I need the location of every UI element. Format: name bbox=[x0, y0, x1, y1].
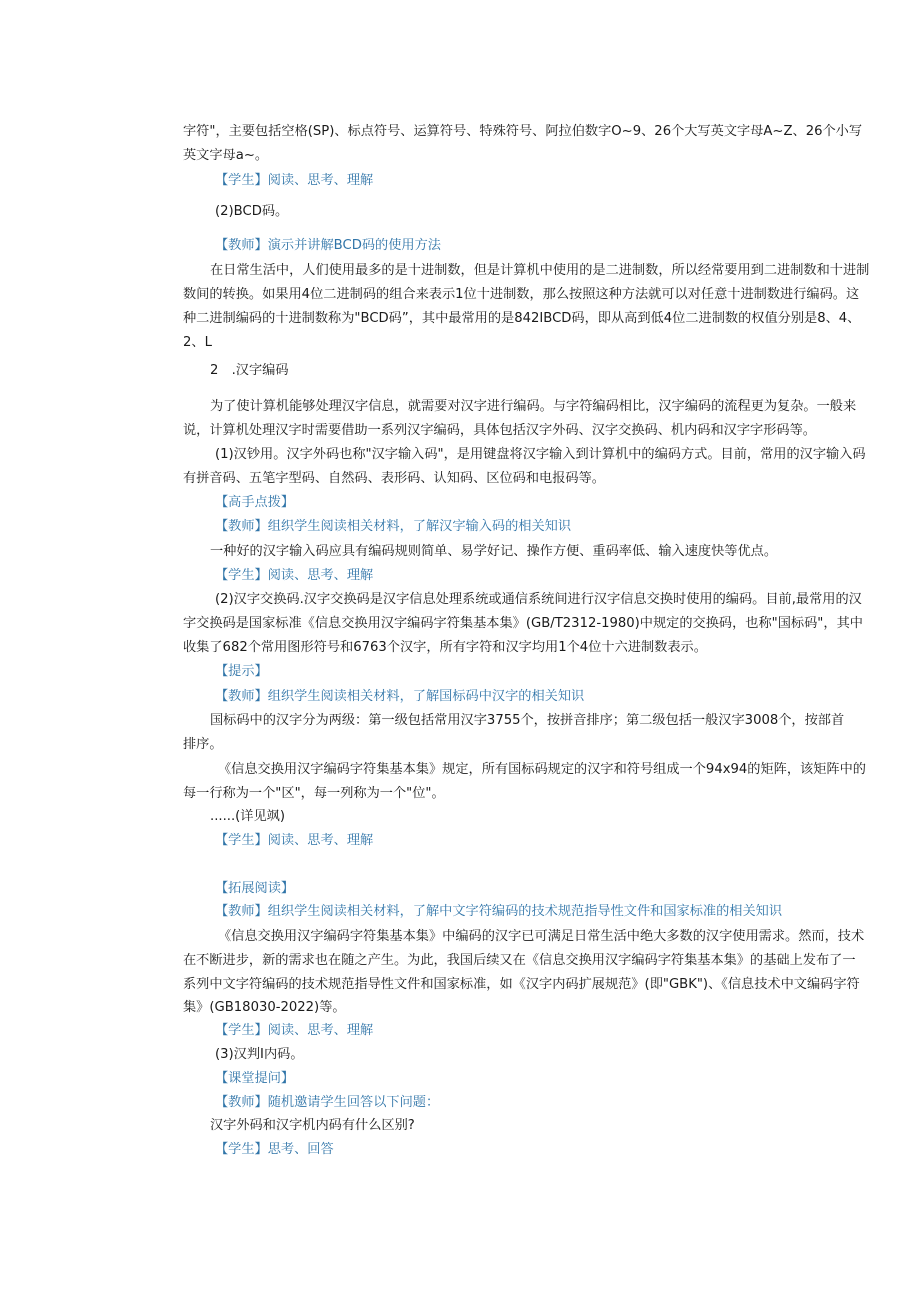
text-line: (2)汉字交换码.汉字交换码是汉字信息处理系统或通信系统间进行汉字信息交换时使用的编码。目前,最常用的汉 bbox=[215, 592, 862, 607]
text-line: (1)汉钞用。汉字外码也称"汉字输入码"，是用键盘将汉字输入到计算机中的编码方式。目前，常用的汉字输入码 bbox=[215, 447, 866, 462]
role-label-student: 【学生】阅读、思考、理解 bbox=[215, 173, 374, 188]
text-line: ......(详见飒) bbox=[210, 809, 286, 824]
text-line: 字符"，主要包括空格(SP)、标点符号、运算符号、特殊符号、阿拉伯数字O~9、26个大写英文字母A~Z、26个小写 bbox=[183, 124, 863, 139]
text-line: 在不断进步，新的需求也在随之产生。为此，我国后续又在《信息交换用汉字编码字符集基本集》的基础上发布了一 bbox=[183, 953, 856, 968]
question-text: 汉字外码和汉字机内码有什么区别? bbox=[210, 1118, 415, 1133]
role-label-teacher: 【教师】组织学生阅读相关材料，了解中文字符编码的技术规范指导性文件和国家标准的相关知识 bbox=[215, 904, 783, 919]
extended-reading-label: 【拓展阅读】 bbox=[215, 881, 295, 896]
subsection-heading: (3)汉判I内码。 bbox=[215, 1047, 304, 1062]
text-line: 英文字母a~。 bbox=[183, 148, 269, 163]
role-label-student: 【学生】思考、回答 bbox=[215, 1142, 334, 1157]
role-label-teacher: 【教师】随机邀请学生回答以下问题： bbox=[215, 1095, 440, 1110]
hint-label: 【提示】 bbox=[215, 664, 268, 679]
text-line: 国标码中的汉字分为两级：第一级包括常用汉字3755个，按拼音排序；第二级包括一般汉字3008个，按部首 bbox=[210, 713, 845, 728]
text-line: 集》(GB18030-2022)等。 bbox=[183, 1000, 346, 1015]
text-line: 说，计算机处理汉字时需要借助一系列汉字编码，具体包括汉字外码、汉字交换码、机内码和汉字字形码等。 bbox=[183, 423, 816, 438]
text-line: 一种好的汉字输入码应具有编码规则简单、易学好记、操作方便、重码率低、输入速度快等优点。 bbox=[210, 544, 778, 559]
text-line: 每一行称为一个"区"，每一列称为一个"位"。 bbox=[183, 786, 445, 801]
tip-label: 【高手点拨】 bbox=[215, 495, 295, 510]
role-label-teacher: 【教师】组织学生阅读相关材料，了解国标码中汉字的相关知识 bbox=[215, 689, 585, 704]
section-heading: 2 .汉字编码 bbox=[210, 363, 289, 378]
text-line: 系列中文字符编码的技术规范指导性文件和国家标准，如《汉字内码扩展规范》(即"GBK")、《信息技术中文编码字符 bbox=[183, 977, 860, 992]
text-line: 种二进制编码的十进制数称为"BCD码”，其中最常用的是842IBCD码，即从高到低4位二进制数的权值分别是8、4、 bbox=[183, 311, 861, 326]
text-line: 《信息交换用汉字编码字符集基本集》中编码的汉字已可满足日常生活中绝大多数的汉字使用需求。然而，技术 bbox=[218, 929, 865, 944]
text-line: 在日常生活中，人们使用最多的是十进制数，但是计算机中使用的是二进制数，所以经常要用到二进制数和十进制 bbox=[210, 263, 870, 278]
text-line: 数间的转换。如果用4位二进制码的组合来表示1位十进制数，那么按照这种方法就可以对任意十进制数进行编码。这 bbox=[183, 287, 860, 302]
text-line: 字交换码是国家标准《信息交换用汉字编码字符集基本集》(GB/T2312-1980)中规定的交换码，也称"国标码"，其中 bbox=[183, 616, 863, 631]
subsection-heading: (2)BCD码。 bbox=[215, 204, 289, 219]
text-line: 有拼音码、五笔字型码、自然码、表形码、认知码、区位码和电报码等。 bbox=[183, 471, 605, 486]
text-line: 收集了682个常用图形符号和6763个汉字，所有字符和汉字均用1个4位十六进制数表示。 bbox=[183, 640, 707, 655]
text-line: 排序。 bbox=[183, 737, 223, 752]
role-label-student: 【学生】阅读、思考、理解 bbox=[215, 833, 374, 848]
text-line: 《信息交换用汉字编码字符集基本集》规定，所有国标码规定的汉字和符号组成一个94x94的矩阵，该矩阵中的 bbox=[218, 762, 866, 777]
role-label-teacher: 【教师】演示并讲解BCD码的使用方法 bbox=[215, 238, 441, 253]
role-label-teacher: 【教师】组织学生阅读相关材料，了解汉字输入码的相关知识 bbox=[215, 519, 572, 534]
role-label-student: 【学生】阅读、思考、理解 bbox=[215, 568, 374, 583]
class-question-label: 【课堂提问】 bbox=[215, 1071, 295, 1086]
role-label-student: 【学生】阅读、思考、理解 bbox=[215, 1023, 374, 1038]
text-line: 为了使计算机能够处理汉字信息，就需要对汉字进行编码。与字符编码相比，汉字编码的流程更为复杂。一般来 bbox=[210, 399, 857, 414]
text-line: 2、L bbox=[183, 335, 212, 350]
